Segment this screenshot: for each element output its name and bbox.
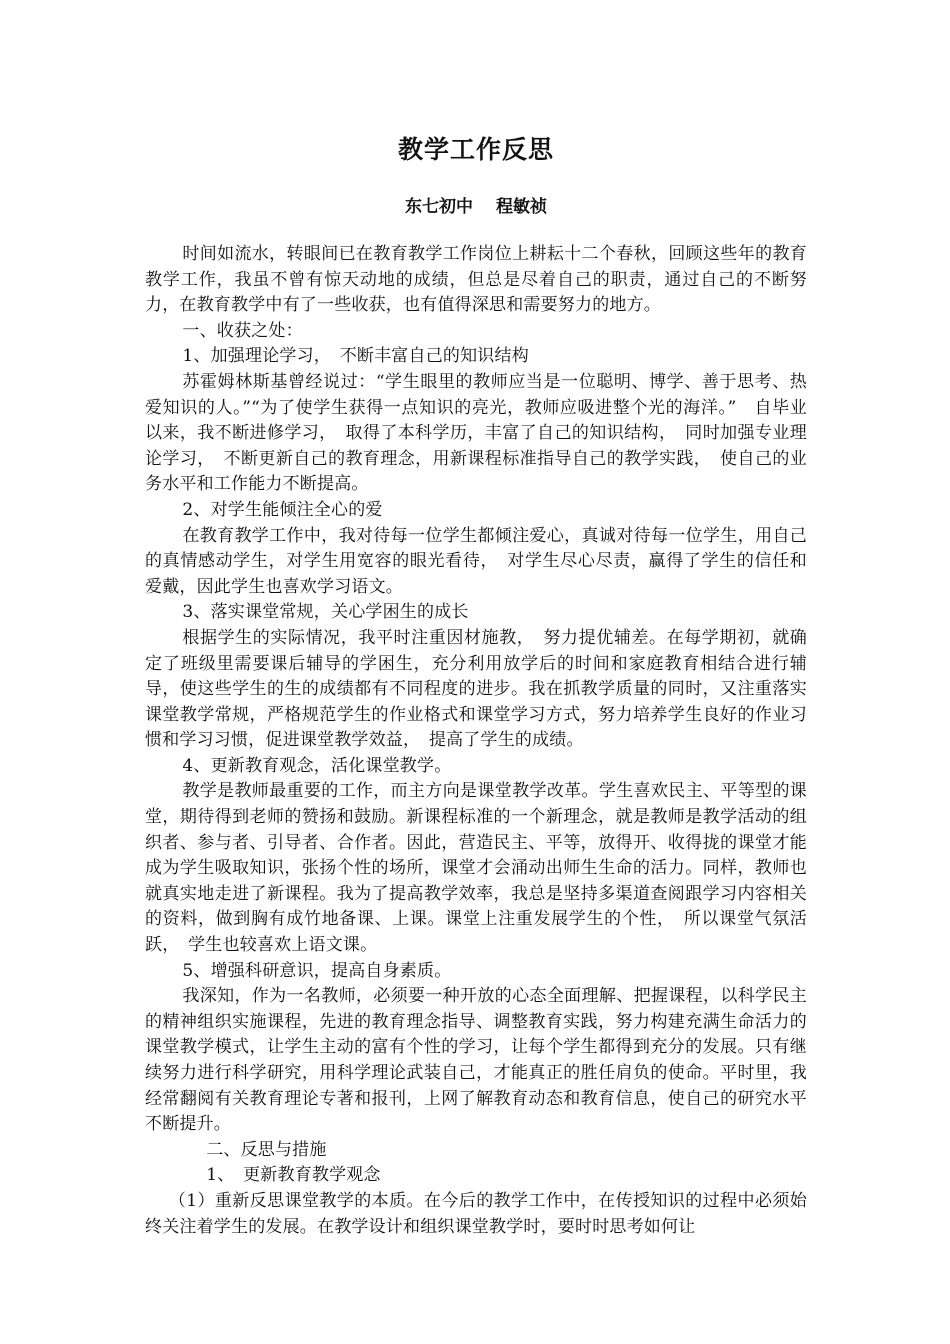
subheading-research: 5、增强科研意识，提高自身素质。	[182, 960, 452, 981]
paragraph-research: 我深知，作为一名教师，必须要一种开放的心态全面理解、把握课程，以科学民主的精神组织实施课程，先进的教育理念指导、调整教育实践，努力构建充满生命活力的课堂教学模式，让学生主动的富有个性的学习，让每个学生都得到充分的发展。只有继续努力进行科学研究，用科学理论武装自己，才能真正的胜任肩负的使命。平时里，我经常翻阅有关教育理论专著和报刊，上网了解教育动态和教育信息，使自己的研究水平不断提升。	[145, 986, 807, 1135]
section-heading-gains: 一、收获之处：	[182, 320, 303, 341]
subheading-update-concepts: 4、更新教育观念，活化课堂教学。	[182, 755, 452, 776]
document-body	[145, 242, 807, 1240]
intro-paragraph: 时间如流水，转眼间已在教育教学工作岗位上耕耘十二个春秋，回顾这些年的教育教学工作，我虽不曾有惊天动地的成绩，但总是尽着自己的职责，通过自己的不断努力，在教育教学中有了一些收获，也有值得深思和需要努力的地方。	[145, 244, 807, 316]
document-page	[145, 118, 807, 1240]
paragraph-classroom-routine: 根据学生的实际情况，我平时注重因材施教， 努力提优辅差。在每学期初，就确定了班级里需要课后辅导的学困生，充分利用放学后的时间和家庭教育相结合进行辅导，使这些学生的生的成绩都有不同程度的进步。我在抓教学质量的同时，又注重落实课堂教学常规，严格规范学生的作业格式和课堂学习方式，努力培养学生良好的作业习惯和学习习惯，促进课堂教学效益， 提高了学生的成绩。	[145, 627, 807, 751]
subheading-love-students: 2、对学生能倾注全心的爱	[182, 499, 383, 520]
paragraph-love-students: 在教育教学工作中，我对待每一位学生都倾注爱心，真诚对待每一位学生，用自己的真情感动学生，对学生用宽容的眼光看待， 对学生尽心尽责，赢得了学生的信任和爱戴，因此学生也喜欢学习语文。	[145, 525, 807, 597]
paragraph-update-concepts: 教学是教师最重要的工作，而主方向是课堂教学改革。学生喜欢民主、平等型的课堂，期待得到老师的赞扬和鼓励。新课程标准的一个新理念，就是教师是教学活动的组织者、参与者、引导者、合作者。因此，营造民主、平等，放得开、收得拢的课堂才能成为学生吸取知识，张扬个性的场所，课堂才会涌动出师生生命的活力。同样，教师也就真实地走进了新课程。我为了提高教学效率，我总是坚持多渠道查阅跟学习内容相关的资料，做到胸有成竹地备课、上课。课堂上注重发展学生的个性， 所以课堂气氛活跃， 学生也较喜欢上语文课。	[145, 781, 807, 956]
author-line: 东七初中 程敏祯	[405, 197, 547, 217]
paragraph-theory-study: 苏霍姆林斯基曾经说过：“学生眼里的教师应当是一位聪明、博学、善于思考、热爱知识的人。”“为了使学生获得一点知识的亮光，教师应吸进整个光的海洋。” 自毕业以来，我不断进修学习， 取得了本科学历，丰富了自己的知识结构， 同时加强专业理论学习， 不断更新自己的教育理念，用新课程标准指导自己的教学实践， 使自己的业务水平和工作能力不断提高。	[145, 371, 807, 495]
subheading-update-teaching-concepts: 1、 更新教育教学观念	[206, 1165, 381, 1186]
subheading-theory-study: 1、加强理论学习， 不断丰富自己的知识结构	[182, 346, 529, 367]
subheading-classroom-routine: 3、落实课堂常规，关心学困生的成长	[182, 602, 469, 623]
section-heading-reflection: 二、反思与措施	[206, 1139, 327, 1160]
paragraph-reflection-1: （1）重新反思课堂教学的本质。在今后的教学工作中，在传授知识的过程中必须始终关注着学生的发展。在教学设计和组织课堂教学时，要时时思考如何让	[145, 1190, 807, 1237]
document-title: 教学工作反思	[397, 135, 554, 164]
